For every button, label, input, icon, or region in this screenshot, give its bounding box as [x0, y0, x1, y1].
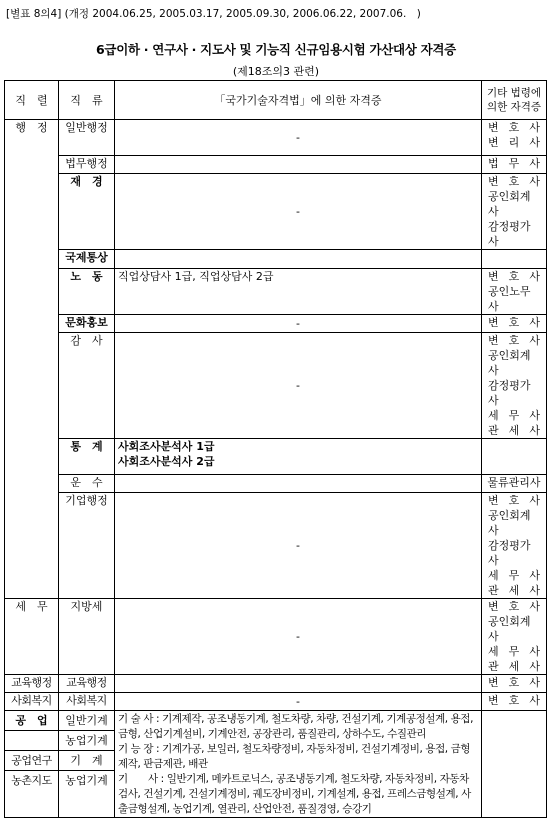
series-label: 기 계 [59, 751, 114, 771]
group-cell: 교육행정 [5, 675, 59, 693]
table-row [5, 250, 547, 269]
group-cell [5, 439, 59, 475]
qualification-item: 감정평가사 [488, 220, 531, 248]
group-cell [5, 493, 59, 599]
qualification-item: 변 호 사 [488, 175, 540, 188]
group-label: 공 업 [5, 711, 58, 731]
qualification-item: 공인회계사 [488, 190, 531, 218]
table-row [5, 174, 547, 250]
qualification-item: 변 호 사 [488, 334, 540, 347]
group-cell [5, 174, 59, 250]
series-cell: 지방세 [59, 599, 115, 675]
other-cell [482, 493, 547, 599]
group-cell [5, 711, 59, 818]
other-cell [482, 333, 547, 439]
other-cell [482, 315, 547, 333]
series-label: 농업기계 [59, 731, 114, 751]
national-cell: - [115, 493, 482, 599]
table-row [5, 599, 547, 675]
qualification-item: 관 세 사 [488, 424, 540, 437]
group-cell: 세 무 [5, 599, 59, 675]
group-cell: 사회복지 [5, 693, 59, 711]
series-cell: 사회복지 [59, 693, 115, 711]
national-cell [115, 711, 482, 818]
qualification-item: 감정평가사 [488, 539, 531, 567]
qualification-item: 공인노무사 [488, 285, 531, 313]
qualification-item: 변 호 사 [488, 121, 540, 134]
qualification-item: 변 호 사 [488, 494, 540, 507]
qualification-list: 기 사 : 일반기계, 메카트로닉스, 공조냉동기계, 철도차량, 자동차정비, 자동차검사, 건설기계, 건설기계정비, 궤도장비정비, 기계설계, 용접, 프레스금형설계, 사출금형설계, 농업기계, 열관리, 산업안전, 품질경영, 승강기 [118, 773, 471, 815]
qualification-item: 관 세 사 [488, 584, 540, 597]
national-cell: - [115, 333, 482, 439]
table-row [5, 120, 547, 156]
qualification-item: 관 세 사 [488, 660, 540, 673]
qualification-list: 기 술 사 : 기계제작, 공조냉동기계, 철도차량, 차량, 건설기계, 기계공정설계, 용접, 금형, 산업기계설비, 기계안전, 공장관리, 품질관리, 상하수도, 수질관리 [118, 713, 474, 740]
series-cell: 운 수 [59, 475, 115, 493]
qualification-item: 변 호 사 [488, 694, 540, 707]
series-cell: 감 사 [59, 333, 115, 439]
qualification-list: 기 능 장 : 기계가공, 보일러, 철도차량정비, 자동차정비, 건설기계정비, 용접, 금형제작, 판금제관, 배관 [118, 743, 471, 770]
group-label: 공업연구 [5, 751, 58, 771]
table-header-row [5, 81, 547, 120]
other-cell [482, 120, 547, 156]
qualification-item: 사회조사분석사 1급 [118, 440, 215, 453]
table-row [5, 475, 547, 493]
national-cell: - [115, 315, 482, 333]
qualification-item: 법 무 사 [488, 157, 540, 170]
document-title: 6급이하 · 연구사 · 지도사 및 기능직 신규임용시험 가산대상 자격증 [96, 42, 456, 57]
other-cell [482, 156, 547, 174]
group-cell [5, 333, 59, 439]
qualification-item: 세 무 사 [488, 569, 540, 582]
other-cell [482, 250, 547, 269]
other-cell [482, 599, 547, 675]
qualification-item: 세 무 사 [488, 645, 540, 658]
national-cell [115, 439, 482, 475]
table-row [5, 711, 547, 818]
table-row [5, 333, 547, 439]
other-cell [482, 711, 547, 818]
qualification-item: 변 호 사 [488, 676, 540, 689]
series-cell: 노 동 [59, 269, 115, 315]
qualification-item: 공인회계사 [488, 615, 531, 643]
group-cell: 행 정 [5, 120, 59, 156]
qualification-item: 변 호 사 [488, 600, 540, 613]
series-label: 일반기계 [59, 711, 114, 731]
national-cell: 직업상담사 1급, 직업상담사 2급 [115, 269, 482, 315]
group-cell [5, 315, 59, 333]
table-row [5, 269, 547, 315]
group-cell [5, 250, 59, 269]
series-cell: 법무행정 [59, 156, 115, 174]
table-row [5, 675, 547, 693]
series-cell [59, 711, 115, 818]
series-cell: 일반행정 [59, 120, 115, 156]
group-label: 농촌지도 [11, 774, 52, 787]
national-cell [115, 675, 482, 693]
national-cell: - [115, 693, 482, 711]
qualification-item: 사회조사분석사 2급 [118, 455, 215, 468]
other-cell [482, 675, 547, 693]
table-row [5, 493, 547, 599]
document-header: [별표 8의4] (개정 2004.06.25, 2005.03.17, 2005.09.30, 2006.06.22, 2007.06. ) [6, 8, 421, 20]
other-cell [482, 174, 547, 250]
series-cell: 국제통상 [59, 250, 115, 269]
qualification-table [4, 80, 547, 818]
series-cell: 재 경 [59, 174, 115, 250]
qualification-item: 변 리 사 [488, 136, 540, 149]
qualification-item: 변 호 사 [488, 270, 540, 283]
qualification-item: 감정평가사 [488, 379, 531, 407]
qualification-item: 세 무 사 [488, 409, 540, 422]
qualification-item: 공인회계사 [488, 349, 531, 377]
series-cell: 문화홍보 [59, 315, 115, 333]
header-series: 직 류 [59, 81, 115, 120]
qualification-item: 공인회계사 [488, 509, 531, 537]
national-cell [115, 250, 482, 269]
national-cell [115, 475, 482, 493]
qualification-item: 물류관리사 [487, 476, 541, 489]
header-national: 「국가기술자격법」에 의한 자격증 [115, 81, 482, 120]
qualification-item: 변 호 사 [488, 316, 540, 329]
series-cell: 기업행정 [59, 493, 115, 599]
national-cell: - [115, 174, 482, 250]
group-label [5, 731, 58, 751]
series-cell: 통 계 [59, 439, 115, 475]
national-cell: - [115, 120, 482, 156]
other-cell [482, 439, 547, 475]
table-row [5, 693, 547, 711]
group-cell [5, 269, 59, 315]
other-cell [482, 475, 547, 493]
other-cell [482, 269, 547, 315]
group-cell [5, 156, 59, 174]
header-other: 기타 법령에 의한 자격증 [482, 81, 547, 120]
table-row [5, 439, 547, 475]
other-cell [482, 693, 547, 711]
national-cell: - [115, 599, 482, 675]
national-cell [115, 156, 482, 174]
document-subtitle: (제18조의3 관련) [232, 65, 320, 78]
header-group: 직 렬 [5, 81, 59, 120]
table-row [5, 156, 547, 174]
table-row [5, 315, 547, 333]
group-cell [5, 475, 59, 493]
series-label: 농업기계 [65, 774, 108, 787]
series-cell: 교육행정 [59, 675, 115, 693]
